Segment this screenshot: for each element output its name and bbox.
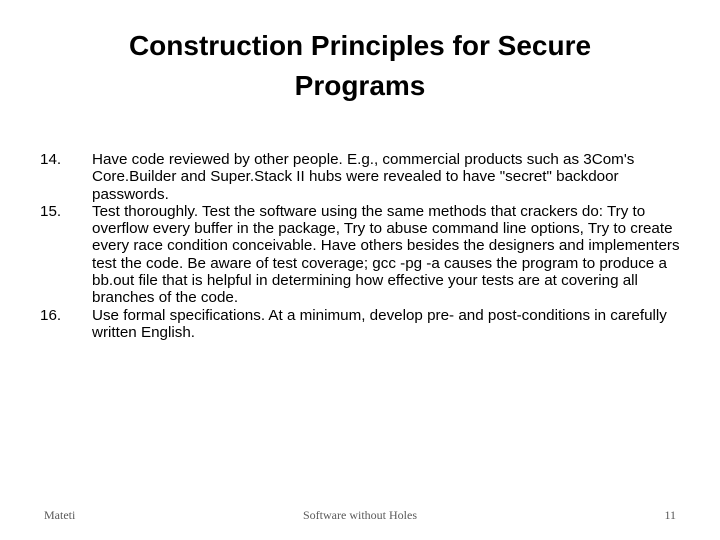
slide-title: Construction Principles for Secure Programs [128,30,592,101]
footer-author: Mateti [44,508,76,522]
principles-list [40,151,680,341]
item-number: 16. [40,306,62,324]
page-number: 11 [664,508,676,522]
item-number: 15. [40,202,62,220]
item-text: Have code reviewed by other people. E.g., commercial products such as 3Com's Core.Builder and Super.Stack II hubs were revealed to have "secret" backdoor passwords. [92,151,635,203]
list-item [40,307,680,342]
list-item [40,203,680,307]
list-item [40,151,680,203]
footer-course-title: Software without Holes [303,508,417,522]
item-text: Use formal specifications. At a minimum, develop pre- and post-conditions in carefully written English. [92,306,667,341]
item-text: Test thoroughly. Test the software using the same methods that crackers do: Try to overflow every buffer in the package, Try to abuse command line options, Try to create every race condition conceivable. Have others besides the designers and implementers test the code. Be aware of test coverage; gcc -pg -a causes the program to produce a bb.out file that is helpful in determining how effective your tests are at covering all branches of the code. [92,202,680,307]
item-number: 14. [40,151,62,168]
